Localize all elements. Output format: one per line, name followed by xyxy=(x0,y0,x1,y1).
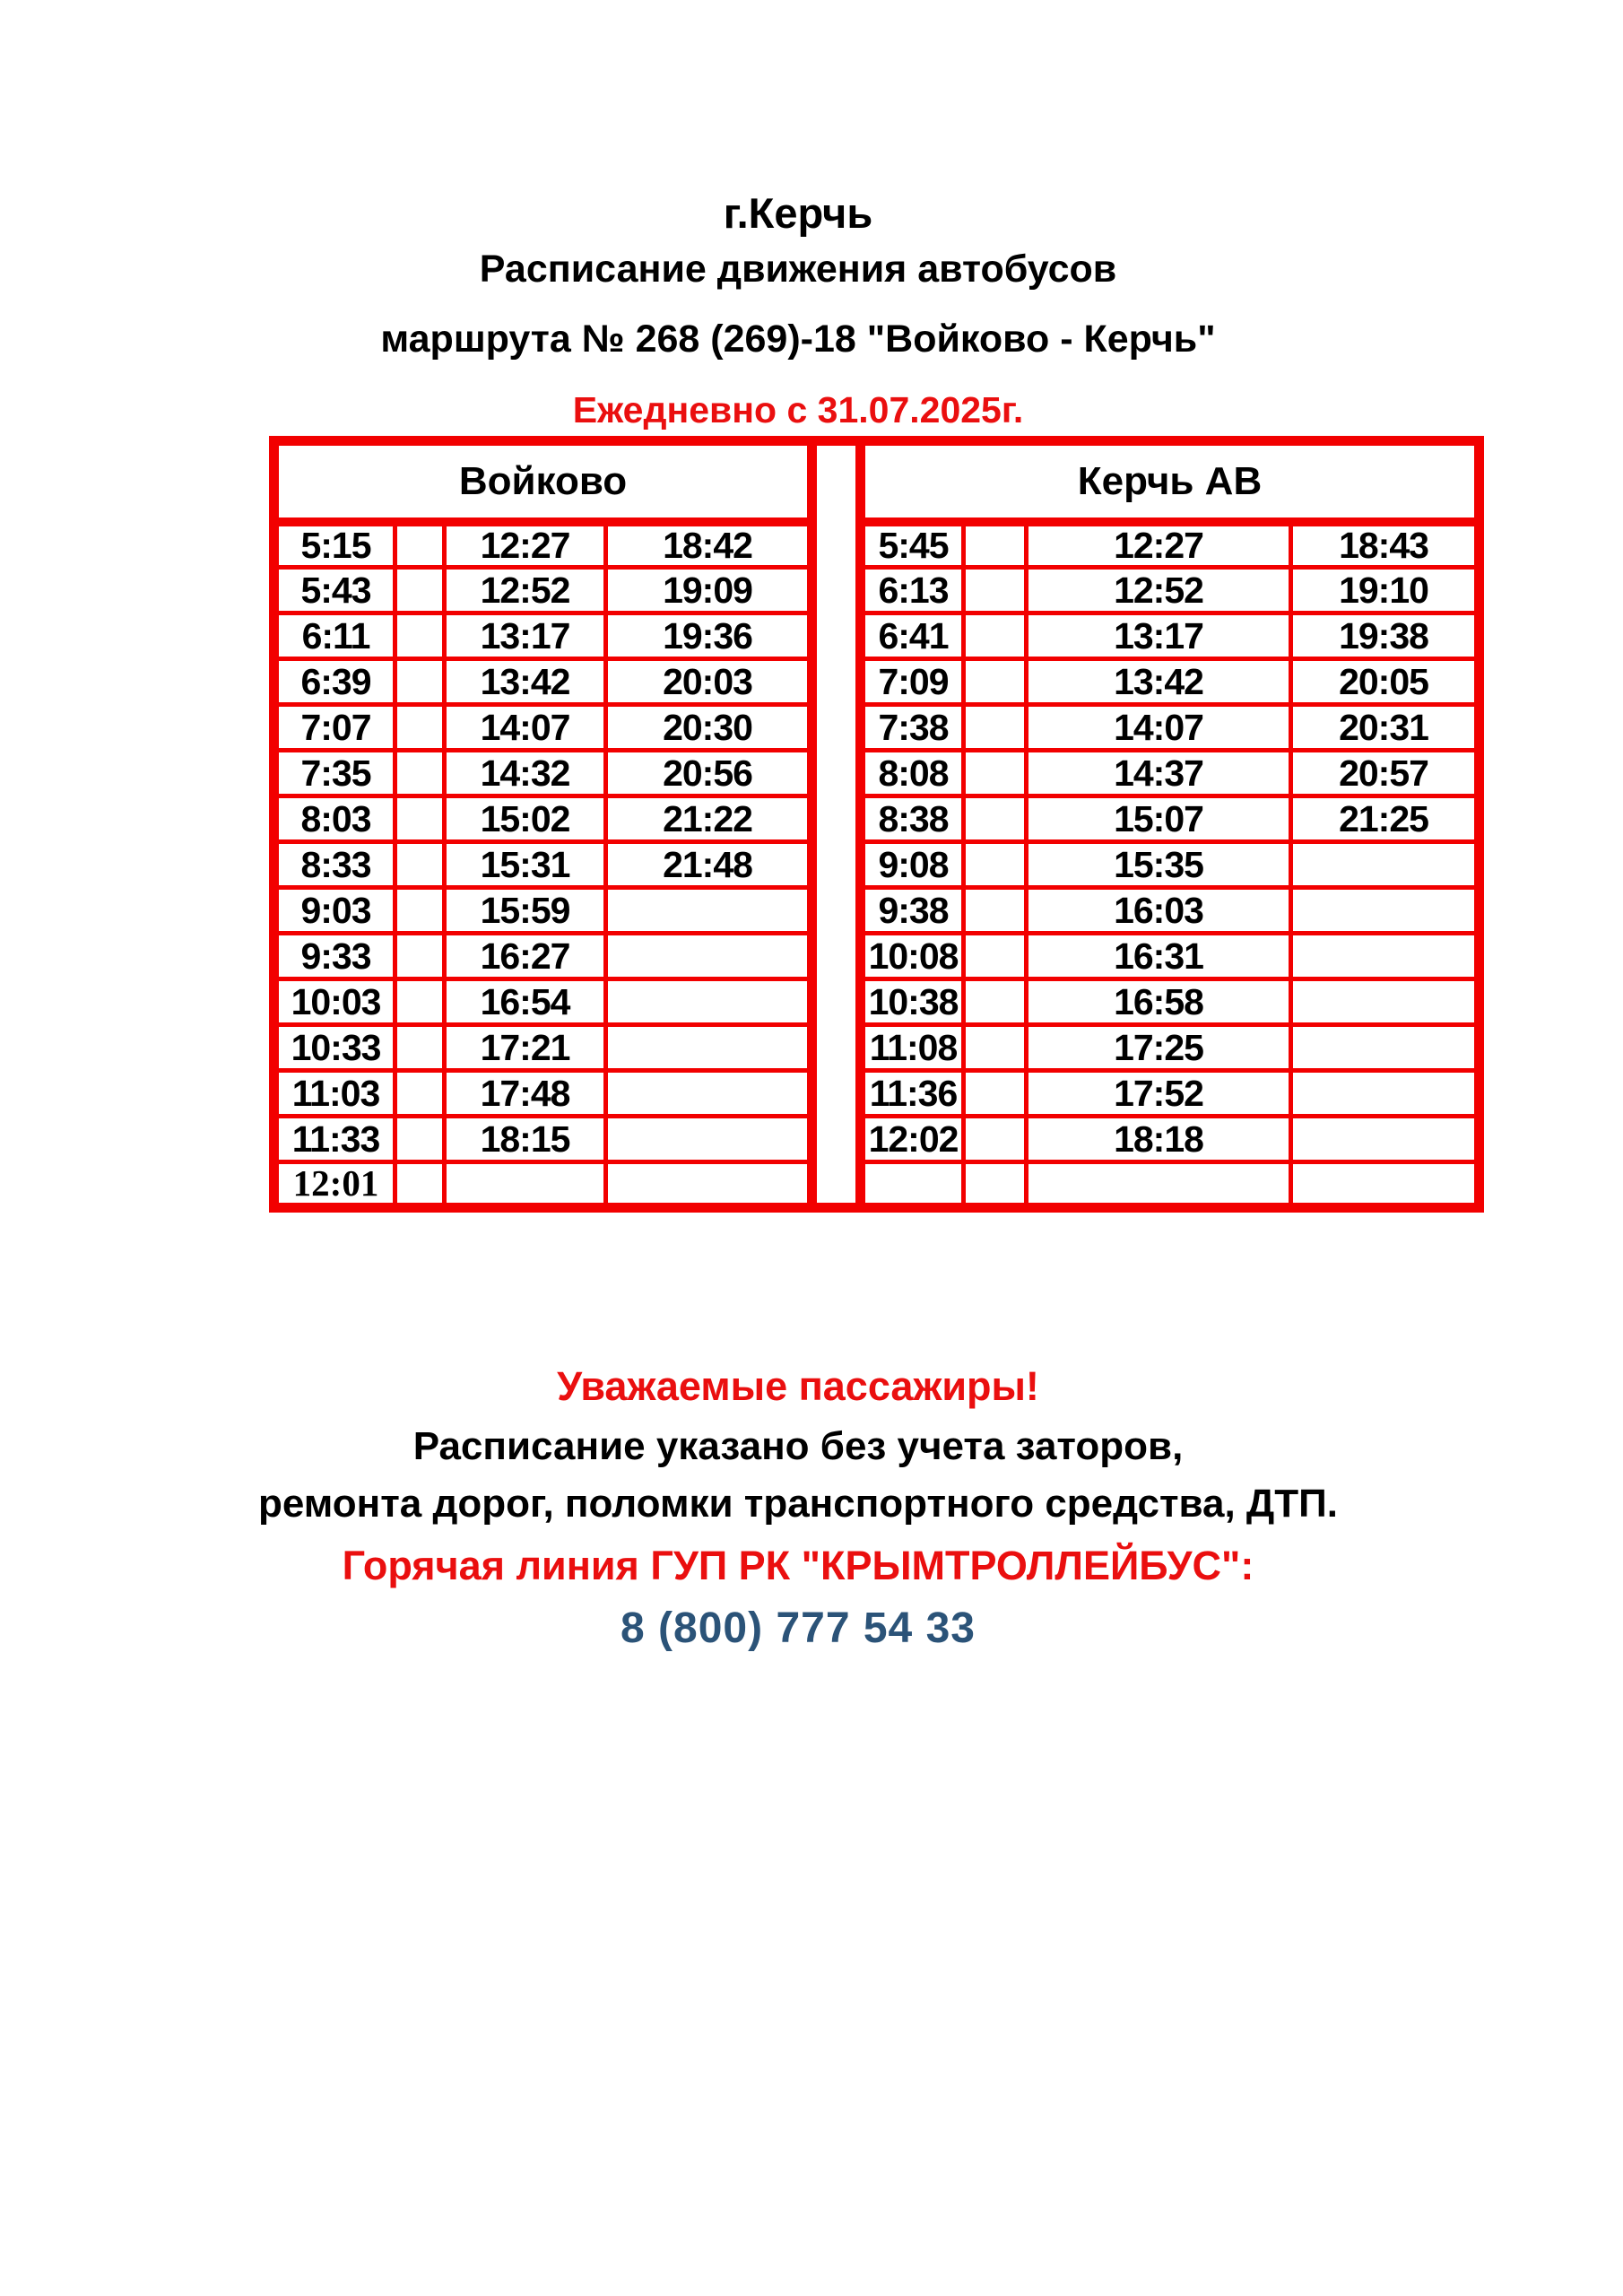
time-cell: 9:38 xyxy=(861,888,964,934)
empty-cell xyxy=(395,1162,445,1208)
time-cell: 6:11 xyxy=(274,613,395,659)
page-title-city: г.Керчь xyxy=(723,189,873,237)
time-cell: 16:27 xyxy=(445,934,606,979)
table-row xyxy=(861,1117,1480,1162)
time-cell: 17:52 xyxy=(1027,1071,1291,1117)
empty-cell xyxy=(395,934,445,979)
kerch-rows xyxy=(861,522,1480,1208)
empty-cell xyxy=(1291,934,1480,979)
table-row xyxy=(274,796,812,842)
notice-line-1: Расписание указано без учета заторов, xyxy=(412,1424,1184,1468)
empty-cell xyxy=(1291,842,1480,888)
empty-cell xyxy=(1291,979,1480,1025)
time-cell: 15:02 xyxy=(445,796,606,842)
table-row xyxy=(861,751,1480,796)
table-row xyxy=(274,1162,812,1208)
time-cell: 20:03 xyxy=(606,659,812,705)
time-cell: 5:15 xyxy=(274,522,395,568)
empty-cell xyxy=(1291,888,1480,934)
empty-cell xyxy=(964,1071,1027,1117)
empty-cell xyxy=(1291,1025,1480,1071)
time-cell: 12:02 xyxy=(861,1117,964,1162)
table-row xyxy=(861,934,1480,979)
time-cell: 9:08 xyxy=(861,842,964,888)
table-row xyxy=(274,842,812,888)
table-header-row xyxy=(274,441,812,522)
table-row xyxy=(274,705,812,751)
table-header-kerch: Керчь АВ xyxy=(861,441,1480,522)
table-row xyxy=(274,1071,812,1117)
table-row xyxy=(861,796,1480,842)
time-cell: 7:38 xyxy=(861,705,964,751)
time-cell: 12:52 xyxy=(445,568,606,613)
empty-cell xyxy=(395,613,445,659)
table-gap xyxy=(817,436,855,1213)
empty-cell xyxy=(1291,1162,1480,1208)
empty-cell xyxy=(964,979,1027,1025)
table-row xyxy=(274,659,812,705)
table-header-row xyxy=(861,441,1480,522)
empty-cell xyxy=(395,522,445,568)
table-row xyxy=(274,1117,812,1162)
empty-cell xyxy=(964,522,1027,568)
time-cell: 7:09 xyxy=(861,659,964,705)
time-cell: 18:43 xyxy=(1291,522,1480,568)
page-title-subtitle: Расписание движения автобусов xyxy=(479,248,1117,291)
empty-cell xyxy=(964,796,1027,842)
empty-cell xyxy=(395,888,445,934)
time-cell: 17:25 xyxy=(1027,1025,1291,1071)
empty-cell xyxy=(861,1162,964,1208)
time-cell: 13:17 xyxy=(1027,613,1291,659)
empty-cell xyxy=(445,1162,606,1208)
empty-cell xyxy=(606,979,812,1025)
table-row xyxy=(274,568,812,613)
time-cell: 13:17 xyxy=(445,613,606,659)
empty-cell xyxy=(964,934,1027,979)
time-cell: 14:07 xyxy=(445,705,606,751)
time-cell: 18:42 xyxy=(606,522,812,568)
effective-date-line: Ежедневно с 31.07.2025г. xyxy=(572,389,1024,430)
empty-cell xyxy=(395,1117,445,1162)
table-row xyxy=(274,751,812,796)
empty-cell xyxy=(964,1025,1027,1071)
table-header-voikovo: Войково xyxy=(274,441,812,522)
time-cell: 17:48 xyxy=(445,1071,606,1117)
time-cell: 16:31 xyxy=(1027,934,1291,979)
empty-cell xyxy=(1291,1117,1480,1162)
empty-cell xyxy=(964,659,1027,705)
time-cell: 18:18 xyxy=(1027,1117,1291,1162)
empty-cell xyxy=(964,1117,1027,1162)
time-cell: 20:56 xyxy=(606,751,812,796)
time-cell: 10:38 xyxy=(861,979,964,1025)
schedule-table xyxy=(269,436,1484,1213)
time-cell: 9:33 xyxy=(274,934,395,979)
empty-cell xyxy=(395,979,445,1025)
empty-cell xyxy=(395,842,445,888)
table-row xyxy=(274,934,812,979)
empty-cell xyxy=(395,1025,445,1071)
empty-cell xyxy=(395,705,445,751)
hotline-phone-number: 8 (800) 777 54 33 xyxy=(621,1605,976,1652)
empty-cell xyxy=(395,796,445,842)
time-cell: 8:33 xyxy=(274,842,395,888)
hotline-label: Горячая линия ГУП РК "КРЫМТРОЛЛЕЙБУС": xyxy=(342,1543,1254,1588)
voikovo-rows xyxy=(274,522,812,1208)
time-cell: 13:42 xyxy=(445,659,606,705)
empty-cell xyxy=(964,613,1027,659)
empty-cell xyxy=(1291,1071,1480,1117)
time-cell: 5:45 xyxy=(861,522,964,568)
time-cell: 20:05 xyxy=(1291,659,1480,705)
time-cell: 6:13 xyxy=(861,568,964,613)
time-cell: 19:36 xyxy=(606,613,812,659)
empty-cell xyxy=(395,751,445,796)
time-cell: 15:59 xyxy=(445,888,606,934)
empty-cell xyxy=(395,568,445,613)
time-cell: 8:03 xyxy=(274,796,395,842)
time-cell: 14:32 xyxy=(445,751,606,796)
time-cell: 14:07 xyxy=(1027,705,1291,751)
table-row xyxy=(861,613,1480,659)
table-row xyxy=(861,705,1480,751)
empty-cell xyxy=(395,1071,445,1117)
table-row xyxy=(861,842,1480,888)
time-cell: 13:42 xyxy=(1027,659,1291,705)
table-row xyxy=(861,888,1480,934)
time-cell: 9:03 xyxy=(274,888,395,934)
table-row xyxy=(861,1071,1480,1117)
time-cell: 11:08 xyxy=(861,1025,964,1071)
table-row xyxy=(274,888,812,934)
time-cell: 11:33 xyxy=(274,1117,395,1162)
empty-cell xyxy=(606,934,812,979)
time-cell: 15:35 xyxy=(1027,842,1291,888)
empty-cell xyxy=(964,842,1027,888)
time-cell: 11:03 xyxy=(274,1071,395,1117)
time-cell: 19:10 xyxy=(1291,568,1480,613)
empty-cell xyxy=(964,568,1027,613)
time-cell: 7:35 xyxy=(274,751,395,796)
empty-cell xyxy=(1027,1162,1291,1208)
time-cell: 19:09 xyxy=(606,568,812,613)
table-row xyxy=(274,613,812,659)
empty-cell xyxy=(606,1071,812,1117)
table-row xyxy=(274,1025,812,1071)
time-cell: 8:38 xyxy=(861,796,964,842)
time-cell: 18:15 xyxy=(445,1117,606,1162)
table-row xyxy=(861,1162,1480,1208)
time-cell: 16:58 xyxy=(1027,979,1291,1025)
empty-cell xyxy=(606,888,812,934)
time-cell: 6:41 xyxy=(861,613,964,659)
time-cell: 12:52 xyxy=(1027,568,1291,613)
time-cell: 20:30 xyxy=(606,705,812,751)
time-cell: 20:31 xyxy=(1291,705,1480,751)
time-cell: 21:25 xyxy=(1291,796,1480,842)
empty-cell xyxy=(964,751,1027,796)
time-cell: 21:22 xyxy=(606,796,812,842)
table-row xyxy=(861,659,1480,705)
time-cell: 17:21 xyxy=(445,1025,606,1071)
time-cell: 16:03 xyxy=(1027,888,1291,934)
empty-cell xyxy=(395,659,445,705)
empty-cell xyxy=(964,705,1027,751)
time-cell: 10:08 xyxy=(861,934,964,979)
time-cell: 7:07 xyxy=(274,705,395,751)
time-cell: 15:07 xyxy=(1027,796,1291,842)
empty-cell xyxy=(964,888,1027,934)
time-cell: 14:37 xyxy=(1027,751,1291,796)
route-title: маршрута № 268 (269)-18 "Войково - Керчь" xyxy=(380,317,1216,361)
table-row xyxy=(861,568,1480,613)
notice-line-2: ремонта дорог, поломки транспортного средства, ДТП. xyxy=(258,1482,1338,1526)
time-cell: 11:36 xyxy=(861,1071,964,1117)
voikovo-table xyxy=(269,436,817,1213)
empty-cell xyxy=(606,1162,812,1208)
time-cell: 10:33 xyxy=(274,1025,395,1071)
table-row xyxy=(861,979,1480,1025)
time-cell: 20:57 xyxy=(1291,751,1480,796)
time-cell: 12:27 xyxy=(445,522,606,568)
time-cell: 12:27 xyxy=(1027,522,1291,568)
kerch-table xyxy=(855,436,1484,1213)
table-row xyxy=(861,1025,1480,1071)
table-row xyxy=(274,522,812,568)
time-cell: 8:08 xyxy=(861,751,964,796)
time-cell: 5:43 xyxy=(274,568,395,613)
time-cell: 12:01 xyxy=(274,1162,395,1208)
time-cell: 19:38 xyxy=(1291,613,1480,659)
empty-cell xyxy=(606,1025,812,1071)
empty-cell xyxy=(964,1162,1027,1208)
time-cell: 6:39 xyxy=(274,659,395,705)
empty-cell xyxy=(606,1117,812,1162)
table-row xyxy=(274,979,812,1025)
table-row xyxy=(861,522,1480,568)
time-cell: 21:48 xyxy=(606,842,812,888)
time-cell: 10:03 xyxy=(274,979,395,1025)
time-cell: 15:31 xyxy=(445,842,606,888)
notice-heading: Уважаемые пассажиры! xyxy=(557,1363,1039,1409)
time-cell: 16:54 xyxy=(445,979,606,1025)
